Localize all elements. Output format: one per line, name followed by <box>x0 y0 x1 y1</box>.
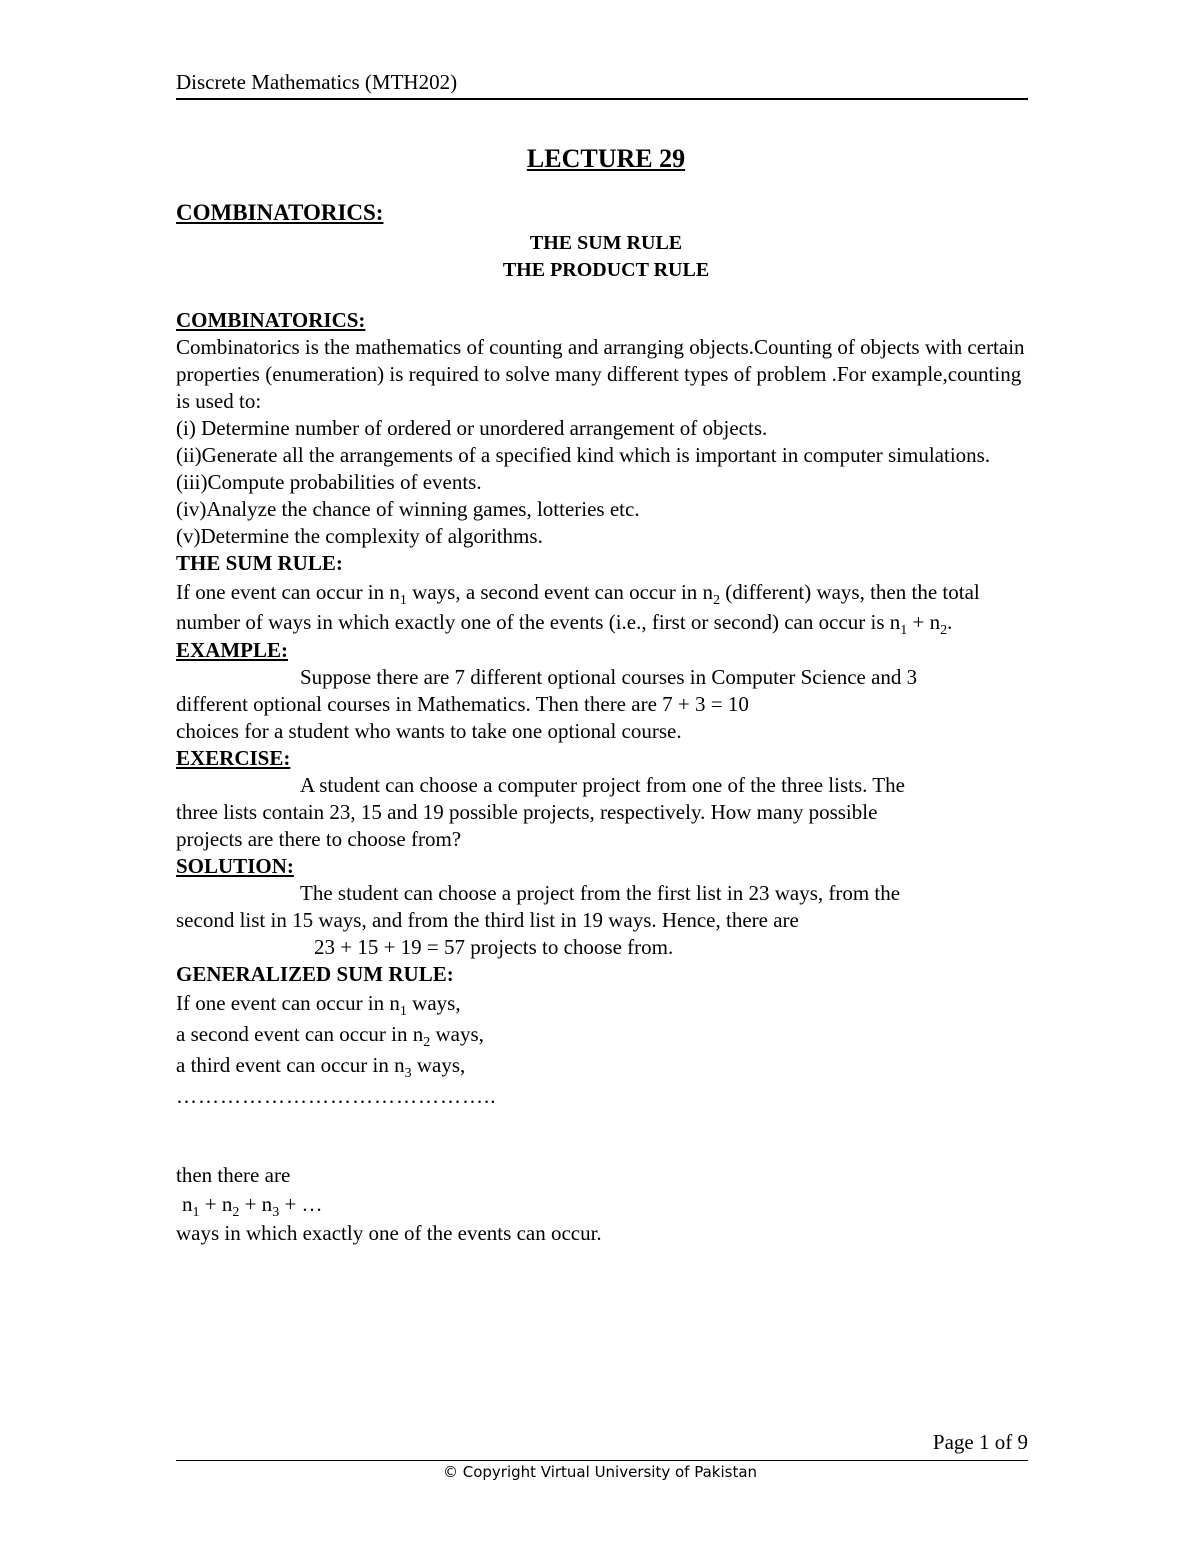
paragraph-line: a second event can occur in $n_2$ ways, <box>176 1022 484 1050</box>
list-item: (i) Determine number of ordered or unordered arrangement of objects. <box>176 416 768 440</box>
paragraph-line: three lists contain 23, 15 and 19 possible projects, respectively. How many possible <box>176 800 878 824</box>
paragraph-line: then there are <box>176 1163 291 1187</box>
paragraph-line: projects are there to choose from? <box>176 827 462 851</box>
page-content <box>176 140 1036 1247</box>
section-heading: THE SUM RULE: <box>176 551 343 575</box>
generalized-sum-rule-section <box>176 961 1036 1247</box>
paragraph-line: If one event can occur in $n_1$ ways, <box>176 991 461 1019</box>
footer-divider <box>176 1460 1028 1461</box>
topic-heading: COMBINATORICS: <box>176 200 384 225</box>
example-section <box>176 637 1036 745</box>
paragraph-line: 23 + 15 + 19 = 57 projects to choose from. <box>314 935 674 959</box>
course-title: Discrete Mathematics (MTH202) <box>176 70 458 94</box>
list-item: (iv)Analyze the chance of winning games, lotteries etc. <box>176 497 640 521</box>
paragraph-line: choices for a student who wants to take one optional course. <box>176 719 682 743</box>
paragraph-line: different optional courses in Mathematics. Then there are 7 + 3 = 10 <box>176 692 749 716</box>
ellipsis-line: …………………………………….. <box>176 1084 497 1108</box>
paragraph: Combinatorics is the mathematics of counting and arranging objects.Counting of objects with certain properties (enumeration) is required to solve many different types of problem .For example,counting is used to: <box>176 335 1025 413</box>
page-number: Page 1 of 9 <box>932 1430 1028 1454</box>
section-heading: SOLUTION: <box>176 854 294 878</box>
paragraph-line: second list in 15 ways, and from the third list in 19 ways. Hence, there are <box>176 908 799 932</box>
subtopic-sum-rule: THE SUM RULE <box>529 232 683 254</box>
paragraph: If one event can occur in $n_1$ ways, a second event can occur in $n_2$ (different) ways, then the total number of ways in which exactly one of the events (i.e., first or second) can occur is $n_1 + n_2$. <box>176 580 980 638</box>
formula-line: $n_1 + n_2 + n_3$ + … <box>182 1192 323 1220</box>
subtopic-product-rule: THE PRODUCT RULE <box>502 259 710 281</box>
paragraph-line: The student can choose a project from the first list in 23 ways, from the <box>300 881 901 905</box>
paragraph-line: Suppose there are 7 different optional courses in Computer Science and 3 <box>300 665 918 689</box>
section-heading: GENERALIZED SUM RULE: <box>176 962 454 986</box>
section-heading: EXAMPLE: <box>176 638 288 662</box>
sum-rule-section <box>176 550 1036 637</box>
combinatorics-section <box>176 307 1036 550</box>
list-item: (iii)Compute probabilities of events. <box>176 470 482 494</box>
section-heading: EXERCISE: <box>176 746 291 770</box>
list-item: (ii)Generate all the arrangements of a specified kind which is important in computer simulations. <box>176 443 991 467</box>
section-heading: COMBINATORICS: <box>176 308 366 332</box>
paragraph-line: A student can choose a computer project from one of the three lists. The <box>300 773 905 797</box>
copyright-notice: © Copyright Virtual University of Pakistan <box>442 1463 758 1481</box>
lecture-title: LECTURE 29 <box>526 144 686 173</box>
page-header <box>176 70 1028 100</box>
paragraph-line: a third event can occur in $n_3$ ways, <box>176 1053 466 1081</box>
solution-section <box>176 853 1036 961</box>
paragraph-line: ways in which exactly one of the events can occur. <box>176 1221 602 1245</box>
list-item: (v)Determine the complexity of algorithms. <box>176 524 543 548</box>
exercise-section <box>176 745 1036 853</box>
